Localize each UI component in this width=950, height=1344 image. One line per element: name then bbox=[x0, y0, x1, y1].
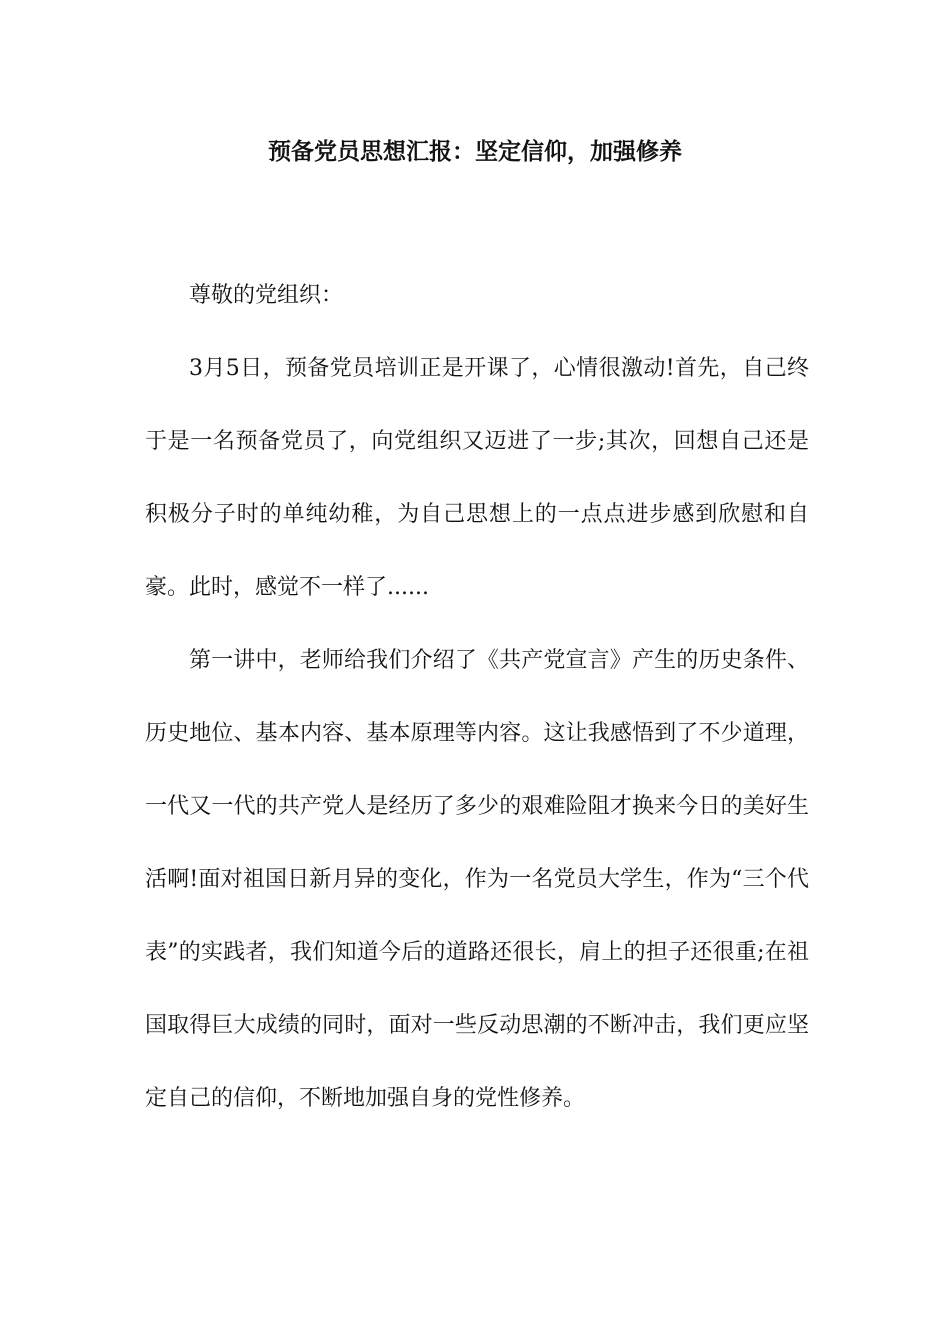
salutation: 尊敬的党组织： bbox=[189, 283, 344, 308]
paragraph-2: 第一讲中，老师给我们介绍了《共产党宣言》产生的历史条件、历史地位、基本内容、基本原理等内容。这让我感悟到了不少道理，一代又一代的共产党人是经历了多少的艰难险阻才换来今日的美好生活啊!面对祖国日新月异的变化，作为一名党员大学生，作为“三个代表”的实践者，我们知道今后的道路还很长，肩上的担子还很重;在祖国取得巨大成绩的同时，面对一些反动思潮的不断冲击，我们更应坚定自己的信仰，不断地加强自身的党性修养。 bbox=[145, 648, 809, 1111]
paragraph-1: 3月5日，预备党员培训正是开课了，心情很激动!首先，自己终于是一名预备党员了，向党组织又迈进了一步;其次，回想自己还是积极分子时的单纯幼稚，为自己思想上的一点点进步感到欣慰和自豪。此时，感觉不一样了...... bbox=[145, 356, 809, 600]
document-title: 预备党员思想汇报：坚定信仰，加强修养 bbox=[268, 139, 682, 165]
document-body bbox=[145, 259, 809, 1135]
